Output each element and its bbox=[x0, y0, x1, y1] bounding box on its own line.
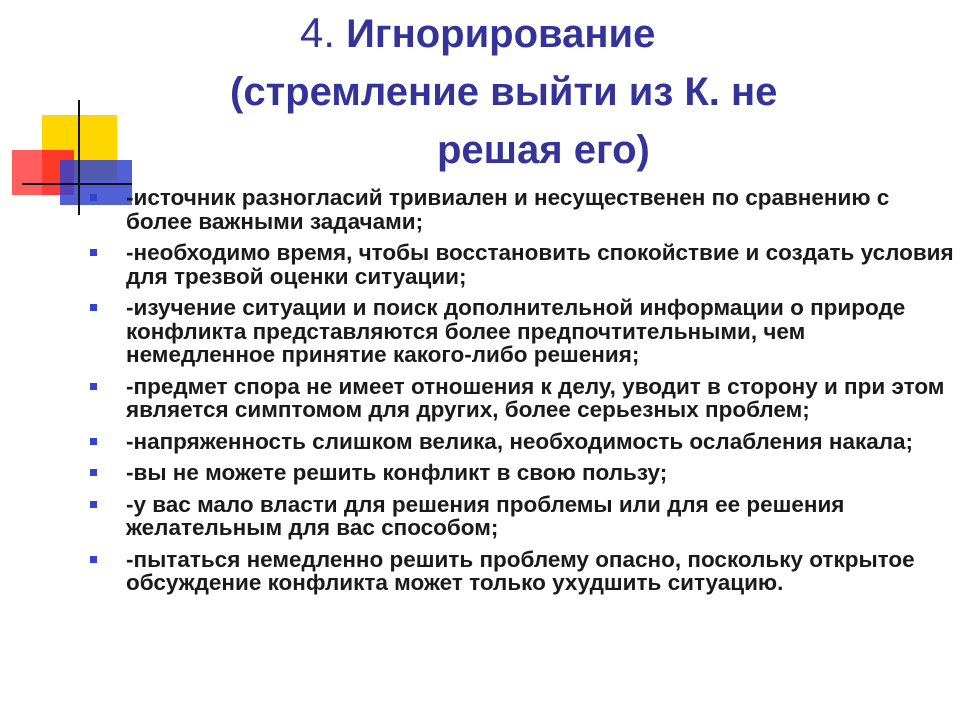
bullet-item bbox=[86, 493, 956, 540]
square-bullet-icon bbox=[90, 469, 97, 476]
square-bullet-icon bbox=[90, 501, 97, 508]
square-bullet-icon bbox=[90, 556, 97, 563]
bullet-item bbox=[86, 375, 956, 422]
title-main: Игнорирование bbox=[346, 12, 656, 56]
bullet-item bbox=[86, 461, 956, 485]
title-line-3: решая его) bbox=[437, 128, 650, 172]
title-number: 4. bbox=[300, 9, 336, 56]
decor-pink-overlap bbox=[12, 150, 42, 195]
decor-vertical-line bbox=[78, 100, 80, 215]
square-bullet-icon bbox=[90, 438, 97, 445]
bullet-text: -пытаться немедленно решить проблему опасно, поскольку открытое обсуждение конфликта может только ухудшить ситуацию. bbox=[126, 546, 915, 595]
bullet-list bbox=[86, 186, 956, 603]
bullet-text: -вы не можете решить конфликт в свою пользу; bbox=[126, 460, 668, 485]
square-bullet-icon bbox=[90, 194, 97, 201]
bullet-text: -источник разногласий тривиален и несущественен по сравнению с более важными задачами; bbox=[126, 185, 890, 234]
bullet-text: -необходимо время, чтобы восстановить спокойствие и создать условия для трезвой оценки ситуации; bbox=[126, 240, 954, 289]
bullet-text: -предмет спора не имеет отношения к делу, уводит в сторону и при этом является симптомом для других, более серьезных проблем; bbox=[126, 373, 945, 422]
square-bullet-icon bbox=[90, 249, 97, 256]
bullet-item bbox=[86, 241, 956, 288]
bullet-item bbox=[86, 296, 956, 367]
bullet-text: -изучение ситуации и поиск дополнительной информации о природе конфликта представляются более предпочтительными, чем немедленное принятие какого-либо решения; bbox=[126, 295, 906, 367]
title-line-2: (стремление выйти из К. не bbox=[230, 70, 778, 114]
slide-title bbox=[230, 4, 950, 179]
bullet-item bbox=[86, 430, 956, 454]
bullet-text: -у вас мало власти для решения проблемы или для ее решения желательным для вас способом; bbox=[126, 491, 845, 540]
square-bullet-icon bbox=[90, 383, 97, 390]
bullet-text: -напряженность слишком велика, необходимость ослабления накала; bbox=[126, 428, 914, 454]
bullet-item bbox=[86, 548, 956, 595]
title-line-1 bbox=[230, 4, 950, 63]
square-bullet-icon bbox=[90, 304, 97, 311]
bullet-item bbox=[86, 186, 956, 233]
decor-horizontal-line bbox=[22, 183, 132, 185]
